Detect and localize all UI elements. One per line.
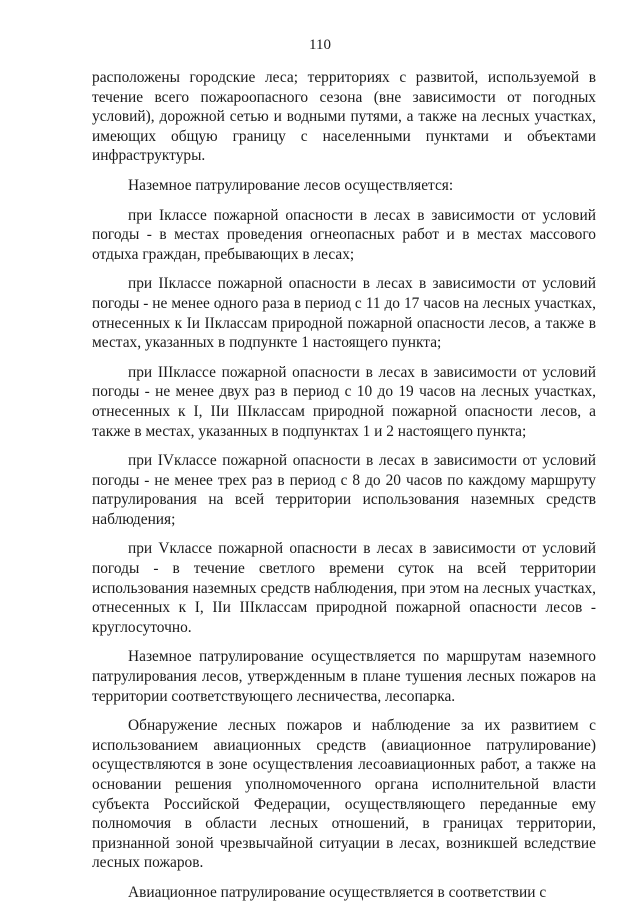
paragraph-class-3: при IIIклассе пожарной опасности в лесах в зависимости от условий погоды - не менее двух раз в период с 10 до 19 часов на лесных участках, отнесенных к I, IIи IIIклассам природной пожарной опасности лесов, а также в местах, указанных в подпунктах 1 и 2 настоящего пункта; xyxy=(92,363,596,440)
paragraph-continuation: расположены городские леса; территориях с развитой, используемой в течение всего пожароопасного сезона (вне зависимости от погодных условий), дорожной сетью и водными путями, а также на лесных участках, имеющих общую границу с населенными пунктами и объектами инфраструктуры. xyxy=(92,69,596,165)
paragraph-class-1: при Iклассе пожарной опасности в лесах в зависимости от условий погоды - в местах проведения огнеопасных работ и в местах массового отдыха граждан, пребывающих в лесах; xyxy=(92,206,596,263)
paragraph-class-4: при IVклассе пожарной опасности в лесах в зависимости от условий погоды - не менее трех раз в период с 8 до 20 часов по каждому маршруту патрулирования на всей территории использования наземных средств наблюдения; xyxy=(92,452,596,528)
page-number: 110 xyxy=(309,37,331,53)
paragraph-aviation-patrol: Авиационное патрулирование осуществляется в соответствии с xyxy=(128,883,547,901)
paragraph-aviation-detection: Обнаружение лесных пожаров и наблюдение за их развитием с использованием авиационных средств (авиационное патрулирование) осуществляются в зоне осуществления лесоавиационных работ, а также на основании решения уполномоченного органа исполнительной власти субъекта Российской Федерации, осуществляющего переданные ему полномочия в области лесных отношений, в границах территории, признанной зоной чрезвычайной ситуации в лесах, возникшей вследствие лесных пожаров. xyxy=(92,717,596,872)
paragraph-routes: Наземное патрулирование осуществляется по маршрутам наземного патрулирования лесов, утвержденным в плане тушения лесных пожаров на территории соответствующего лесничества, лесопарка. xyxy=(92,648,596,705)
paragraph-ground-patrol-intro: Наземное патрулирование лесов осуществляется: xyxy=(128,176,454,194)
paragraph-class-2: при IIклассе пожарной опасности в лесах в зависимости от условий погоды - не менее одного раза в период с 11 до 17 часов на лесных участках, отнесенных к Iи IIклассам природной пожарной опасности лесов, а также в местах, указанных в подпункте 1 настоящего пункта; xyxy=(92,275,596,352)
paragraph-class-5: при Vклассе пожарной опасности в лесах в зависимости от условий погоды - в течение светлого времени суток на всей территории использования наземных средств наблюдения, при этом на лесных участках, отнесенных к I, IIи IIIклассам природной пожарной опасности лесов - круглосуточно. xyxy=(92,540,596,636)
body-text xyxy=(92,68,596,903)
